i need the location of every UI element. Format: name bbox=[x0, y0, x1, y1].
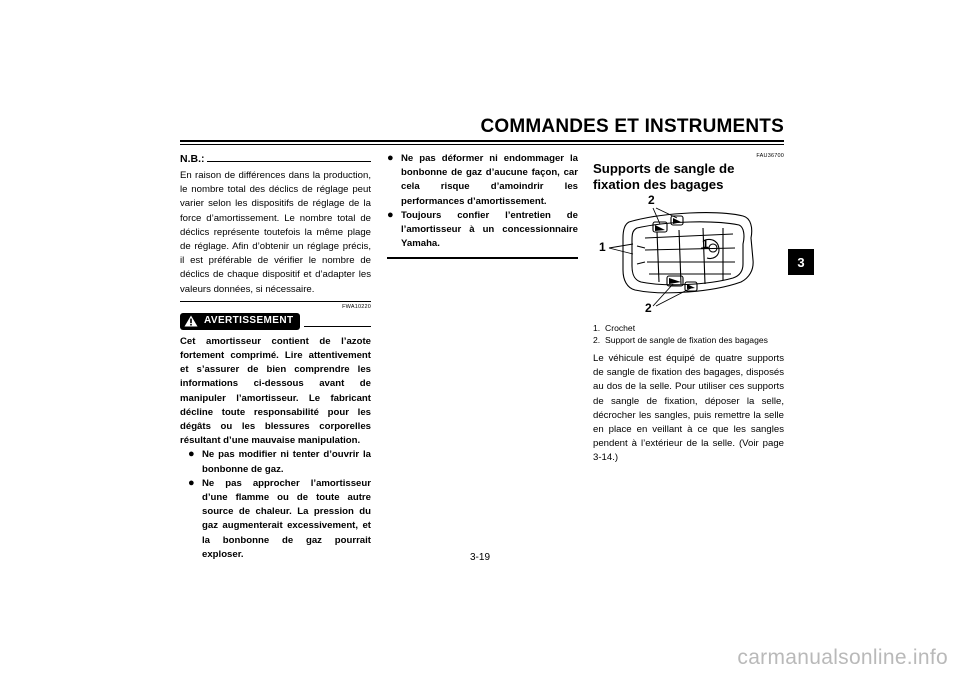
list-item bbox=[387, 152, 578, 209]
nb-text: En raison de différences dans la production, le nombre total des déclics de réglage peut varier selon les dispositifs de réglage de la force d’amortissement. Le nombre total de déclics représente toutefois la même plage de réglage. Afin d’obtenir un réglage précis, il est préférable de vérifier le nombre de déclics de chaque dispositif et d’adapter les valeurs données, si nécessaire. bbox=[180, 170, 371, 295]
warning-triangle-icon bbox=[184, 315, 198, 327]
chapter-tab: 3 bbox=[788, 249, 814, 275]
caption-text: Support de sangle de fixation des bagages bbox=[605, 335, 768, 345]
nb-rule bbox=[207, 161, 371, 162]
list-item bbox=[387, 209, 578, 252]
warning-label: AVERTISSEMENT bbox=[204, 315, 294, 327]
section-title: Supports de sangle de fixation des bagages bbox=[593, 161, 735, 192]
bullet-icon: ● bbox=[188, 476, 195, 489]
diagram-label-2-top: 2 bbox=[648, 193, 655, 207]
bullet-text: Ne pas modifier ni tenter d’ouvrir la bonbonne de gaz. bbox=[202, 449, 371, 475]
list-item bbox=[188, 448, 371, 476]
list-item bbox=[188, 477, 371, 562]
nb-heading bbox=[180, 152, 371, 169]
page-number: 3-19 bbox=[469, 552, 490, 563]
section-body: Le véhicule est équipé de quatre supports de sangle de fixation des bagages, disposés au dos de la selle. Pour utiliser ces supports de sangle de fixation, déposer la selle, décrocher les sangles, puis remettre la selle en place en veillant à ce que les sangles pendent à l’extérieur de la selle. (Voir page 3-14.) bbox=[593, 353, 784, 464]
bullet-icon: ● bbox=[188, 448, 195, 461]
bullet-icon: ● bbox=[387, 208, 394, 221]
luggage-strap-diagram bbox=[593, 193, 784, 316]
header-rule-thin bbox=[180, 144, 784, 145]
bullet-text: Toujours confier l’entretien de l’amortisseur à un concessionnaire Yamaha. bbox=[401, 209, 578, 250]
warning-code: FWA10220 bbox=[342, 303, 371, 310]
watermark: carmanualsonline.info bbox=[737, 646, 948, 669]
nb-label: N.B.: bbox=[180, 153, 205, 165]
header-rule bbox=[180, 140, 784, 142]
left-column bbox=[180, 152, 371, 562]
caption-text: Crochet bbox=[605, 323, 636, 333]
right-column bbox=[593, 152, 784, 466]
caption-item bbox=[593, 334, 784, 346]
warning-rule bbox=[304, 326, 371, 327]
bullet-text: Ne pas déformer ni endommager la bonbonne de gaz d’aucune façon, car cela risque d’amoindrir les performances d’amortissement. bbox=[401, 153, 578, 207]
middle-column bbox=[387, 152, 578, 259]
nb-end-rule bbox=[180, 301, 371, 302]
caption-number: 1. bbox=[593, 323, 601, 333]
diagram-label-2-bottom: 2 bbox=[645, 301, 652, 315]
bullet-icon: ● bbox=[387, 152, 394, 164]
diagram-label-1-left: 1 bbox=[599, 240, 606, 254]
warning-badge bbox=[180, 313, 300, 330]
warning-end-rule bbox=[387, 257, 578, 259]
diagram-label-1-center: 1 bbox=[702, 237, 709, 251]
diagram-captions bbox=[593, 322, 784, 346]
warning-text: Cet amortisseur contient de l’azote fortement comprimé. Lire attentivement et s’assurer de bien comprendre les informations ci-dessous avant de manipuler l’amortisseur. Le fabricant décline toute responsabilité pour les dégâts ou les blessures corporelles résultant d’une mauvaise manipulation. bbox=[180, 335, 371, 447]
bullet-text: Ne pas approcher l’amortisseur d’une flamme ou de toute autre source de chaleur. La pression du gaz augmenterait excessivement, et la bonbonne de gaz pourrait exploser. bbox=[202, 477, 371, 560]
warning-heading bbox=[180, 313, 371, 330]
seat-underside-illustration bbox=[593, 198, 784, 316]
caption-item bbox=[593, 322, 784, 334]
warning-bullets bbox=[180, 448, 371, 562]
page-header-title: COMMANDES ET INSTRUMENTS bbox=[480, 116, 784, 137]
section-code: FAU36700 bbox=[756, 153, 784, 159]
caption-number: 2. bbox=[593, 335, 601, 345]
